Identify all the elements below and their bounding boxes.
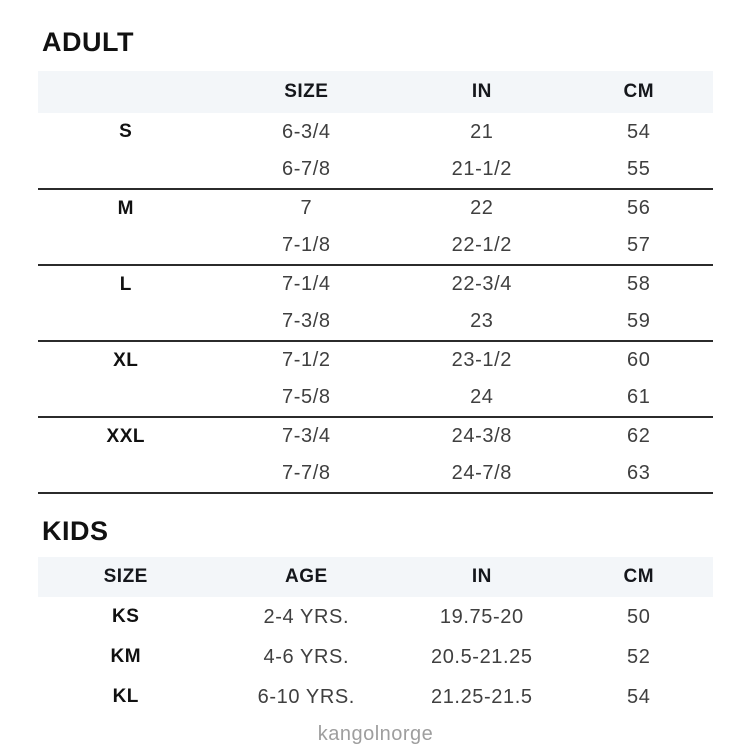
kids-header-cm: CM <box>623 566 655 587</box>
in-value-cell: 22-3/4 <box>451 273 512 295</box>
adult-header-row <box>38 71 713 113</box>
in-value-cell: 19.75-20 <box>439 605 524 628</box>
size-value-cell: 7-3/8 <box>214 303 400 341</box>
size-label-cell: M <box>117 197 134 219</box>
table-row <box>38 189 713 227</box>
in-value-cell: 24-3/8 <box>451 425 512 447</box>
cm-value-cell: 59 <box>565 303 714 341</box>
size-label-cell: S <box>119 121 133 142</box>
kids-header-size: SIZE <box>103 566 148 587</box>
kids-size-table <box>38 557 713 717</box>
size-value-cell: 7-1/2 <box>282 349 331 371</box>
cm-value-cell: 54 <box>627 685 651 708</box>
table-row <box>38 151 713 189</box>
adult-header-in: IN <box>471 81 492 102</box>
kids-header-row <box>38 557 713 597</box>
table-row <box>38 677 713 717</box>
in-value-cell: 24 <box>399 379 564 417</box>
size-label-cell <box>38 303 214 341</box>
size-label-cell: L <box>119 273 132 295</box>
in-value-cell: 23-1/2 <box>451 349 512 371</box>
table-row <box>38 227 713 265</box>
size-value-cell: 7 <box>300 197 313 219</box>
in-value-cell: 23 <box>399 303 564 341</box>
in-value-cell: 21 <box>470 120 494 143</box>
cm-value-cell: 50 <box>627 605 651 628</box>
table-row <box>38 303 713 341</box>
cm-value-cell: 52 <box>627 645 651 668</box>
cm-value-cell: 55 <box>565 151 714 189</box>
adult-size-table <box>38 71 713 494</box>
size-value-cell: 7-3/4 <box>282 425 331 447</box>
age-value-cell: 2-4 YRS. <box>263 605 350 628</box>
table-row <box>38 265 713 303</box>
adult-header-size: SIZE <box>284 81 329 102</box>
size-value-cell: 7-7/8 <box>214 455 400 493</box>
cm-value-cell: 62 <box>627 425 651 447</box>
age-value-cell: 6-10 YRS. <box>257 685 355 708</box>
size-value-cell: 7-5/8 <box>214 379 400 417</box>
age-value-cell: 4-6 YRS. <box>263 645 350 668</box>
kids-header-in: IN <box>471 566 492 587</box>
adult-section-title: ADULT <box>42 27 134 57</box>
in-value-cell: 20.5-21.25 <box>430 645 533 668</box>
size-chart-content <box>38 0 713 746</box>
brand-footer-text: kangolnorge <box>317 723 434 745</box>
cm-value-cell: 57 <box>565 227 714 265</box>
table-row <box>38 113 713 151</box>
table-row <box>38 379 713 417</box>
cm-value-cell: 56 <box>627 197 651 219</box>
size-value-cell: 7-1/8 <box>214 227 400 265</box>
size-label-cell <box>38 227 214 265</box>
cm-value-cell: 61 <box>565 379 714 417</box>
size-value-cell: 7-1/4 <box>282 273 331 295</box>
size-label-cell <box>38 455 214 493</box>
size-value-cell: 6-7/8 <box>214 151 400 189</box>
in-value-cell: 22 <box>470 197 494 219</box>
size-label-cell: KL <box>112 686 139 707</box>
size-label-cell: XL <box>113 349 139 371</box>
size-label-cell: KM <box>110 646 142 667</box>
cm-value-cell: 60 <box>627 349 651 371</box>
adult-header-empty <box>38 71 214 113</box>
adult-header-cm: CM <box>623 81 655 102</box>
table-row <box>38 417 713 455</box>
table-row <box>38 597 713 637</box>
table-row <box>38 341 713 379</box>
kids-section-title: KIDS <box>42 516 109 546</box>
size-label-cell <box>38 379 214 417</box>
size-value-cell: 6-3/4 <box>282 120 331 143</box>
size-label-cell: XXL <box>106 425 145 447</box>
in-value-cell: 24-7/8 <box>399 455 564 493</box>
cm-value-cell: 58 <box>627 273 651 295</box>
cm-value-cell: 54 <box>627 120 651 143</box>
cm-value-cell: 63 <box>565 455 714 493</box>
size-label-cell <box>38 151 214 189</box>
kids-header-age: AGE <box>284 566 328 587</box>
size-label-cell: KS <box>112 606 140 627</box>
table-row <box>38 455 713 493</box>
table-row <box>38 637 713 677</box>
in-value-cell: 21.25-21.5 <box>430 685 533 708</box>
in-value-cell: 21-1/2 <box>399 151 564 189</box>
in-value-cell: 22-1/2 <box>399 227 564 265</box>
